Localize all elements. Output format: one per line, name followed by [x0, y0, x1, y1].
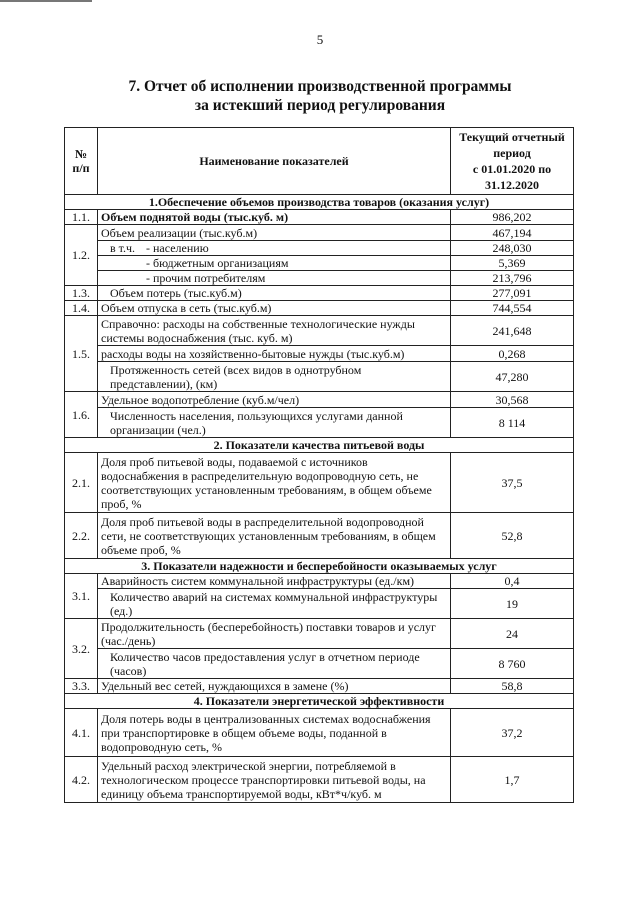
row-number: 4.2. [65, 757, 98, 803]
header-number: № п/п [65, 128, 98, 195]
page-number: 5 [316, 32, 324, 47]
report-table [64, 127, 574, 803]
row-value: 744,554 [451, 301, 574, 316]
table-row [65, 225, 574, 241]
row-value: 8 760 [451, 649, 574, 679]
row-value: 24 [451, 619, 574, 649]
row-name: Справочно: расходы на собственные технологические нужды системы водоснабжения (тыс. куб. м) [98, 316, 451, 346]
row-number: 2.1. [65, 453, 98, 513]
row-name: Удельный расход электрической энергии, потребляемой в технологическом процессе транспортировки питьевой воды, на единицу объема транспортируемой воды, кВт*ч/куб. м [98, 757, 451, 803]
row-name: в т.ч. - населению [98, 241, 451, 256]
row-value: 19 [451, 589, 574, 619]
header-row [65, 128, 574, 195]
table-row [65, 346, 574, 362]
row-name: Объем реализации (тыс.куб.м) [98, 225, 451, 241]
row-number: 1.2. [65, 225, 98, 286]
row-name: - бюджетным организациям [98, 256, 451, 271]
row-number: 2.2. [65, 513, 98, 559]
row-value: 0,268 [451, 346, 574, 362]
scan-edge-line [0, 0, 92, 2]
row-name: расходы воды на хозяйственно-бытовые нужды (тыс.куб.м) [98, 346, 451, 362]
table-row [65, 392, 574, 408]
table-row [65, 408, 574, 438]
row-number: 3.1. [65, 574, 98, 619]
table-row [65, 619, 574, 649]
table-row [65, 453, 574, 513]
row-value: 241,648 [451, 316, 574, 346]
row-value: 58,8 [451, 679, 574, 694]
row-value: 248,030 [451, 241, 574, 256]
section-4-heading: 4. Показатели энергетической эффективности [65, 694, 574, 709]
row-number: 1.6. [65, 392, 98, 438]
row-value: 467,194 [451, 225, 574, 241]
row-name: - прочим потребителям [98, 271, 451, 286]
table-row [65, 286, 574, 301]
row-number: 3.3. [65, 679, 98, 694]
row-name: Количество часов предоставления услуг в отчетном периоде (часов) [98, 649, 451, 679]
row-name: Численность населения, пользующихся услугами данной организации (чел.) [98, 408, 451, 438]
row-value: 52,8 [451, 513, 574, 559]
row-name: Доля проб питьевой воды в распределительной водопроводной сети, не соответствующих установленным требованиям, в общем объеме проб, % [98, 513, 451, 559]
row-name: Доля проб питьевой воды, подаваемой с источников водоснабжения в распределительную водопроводную сеть, не соответствующих установленным требованиям, в общем объеме проб, % [98, 453, 451, 513]
row-name: Протяженность сетей (всех видов в однотрубном представлении), (км) [98, 362, 451, 392]
row-name: Объем потерь (тыс.куб.м) [98, 286, 451, 301]
row-number: 3.2. [65, 619, 98, 679]
table-row [65, 649, 574, 679]
row-value: 277,091 [451, 286, 574, 301]
header-value: Текущий отчетный период с 01.01.2020 по 31.12.2020 [451, 128, 574, 195]
section-2-heading: 2. Показатели качества питьевой воды [65, 438, 574, 453]
table-row [65, 574, 574, 589]
table-row [65, 757, 574, 803]
row-name: Объем отпуска в сеть (тыс.куб.м) [98, 301, 451, 316]
title-line-2: за истекший период регулирования [194, 97, 446, 114]
row-name: Удельное водопотребление (куб.м/чел) [98, 392, 451, 408]
table-row [65, 271, 574, 286]
row-value: 0,4 [451, 574, 574, 589]
table-row [65, 709, 574, 757]
row-value: 5,369 [451, 256, 574, 271]
row-number: 4.1. [65, 709, 98, 757]
header-name: Наименование показателей [98, 128, 451, 195]
row-name: Аварийность систем коммунальной инфраструктуры (ед./км) [98, 574, 451, 589]
section-3-heading: 3. Показатели надежности и бесперебойности оказываемых услуг [65, 559, 574, 574]
section-1-heading: 1.Обеспечение объемов производства товаров (оказания услуг) [65, 195, 574, 210]
page-title [0, 77, 640, 115]
row-value: 47,280 [451, 362, 574, 392]
row-number: 1.5. [65, 316, 98, 392]
row-value: 986,202 [451, 210, 574, 225]
row-value: 30,568 [451, 392, 574, 408]
row-value: 213,796 [451, 271, 574, 286]
row-name: Удельный вес сетей, нуждающихся в замене (%) [98, 679, 451, 694]
row-number: 1.4. [65, 301, 98, 316]
row-number: 1.3. [65, 286, 98, 301]
table-row [65, 362, 574, 392]
table-row [65, 316, 574, 346]
table-row [65, 241, 574, 256]
table-row [65, 679, 574, 694]
row-name: Количество аварий на системах коммунальной инфраструктуры (ед.) [98, 589, 451, 619]
row-name: Продолжительность (бесперебойность) поставки товаров и услуг (час./день) [98, 619, 451, 649]
row-name: Объем поднятой воды (тыс.куб. м) [98, 210, 451, 225]
table-row [65, 210, 574, 225]
row-number: 1.1. [65, 210, 98, 225]
title-line-1: 7. Отчет об исполнении производственной программы [128, 78, 512, 95]
row-value: 37,2 [451, 709, 574, 757]
row-name: Доля потерь воды в централизованных системах водоснабжения при транспортировке в общем объеме воды, поданной в водопроводную сеть, % [98, 709, 451, 757]
row-value: 1,7 [451, 757, 574, 803]
table-row [65, 301, 574, 316]
table-row [65, 513, 574, 559]
row-value: 8 114 [451, 408, 574, 438]
table-row [65, 589, 574, 619]
row-value: 37,5 [451, 453, 574, 513]
table-row [65, 256, 574, 271]
